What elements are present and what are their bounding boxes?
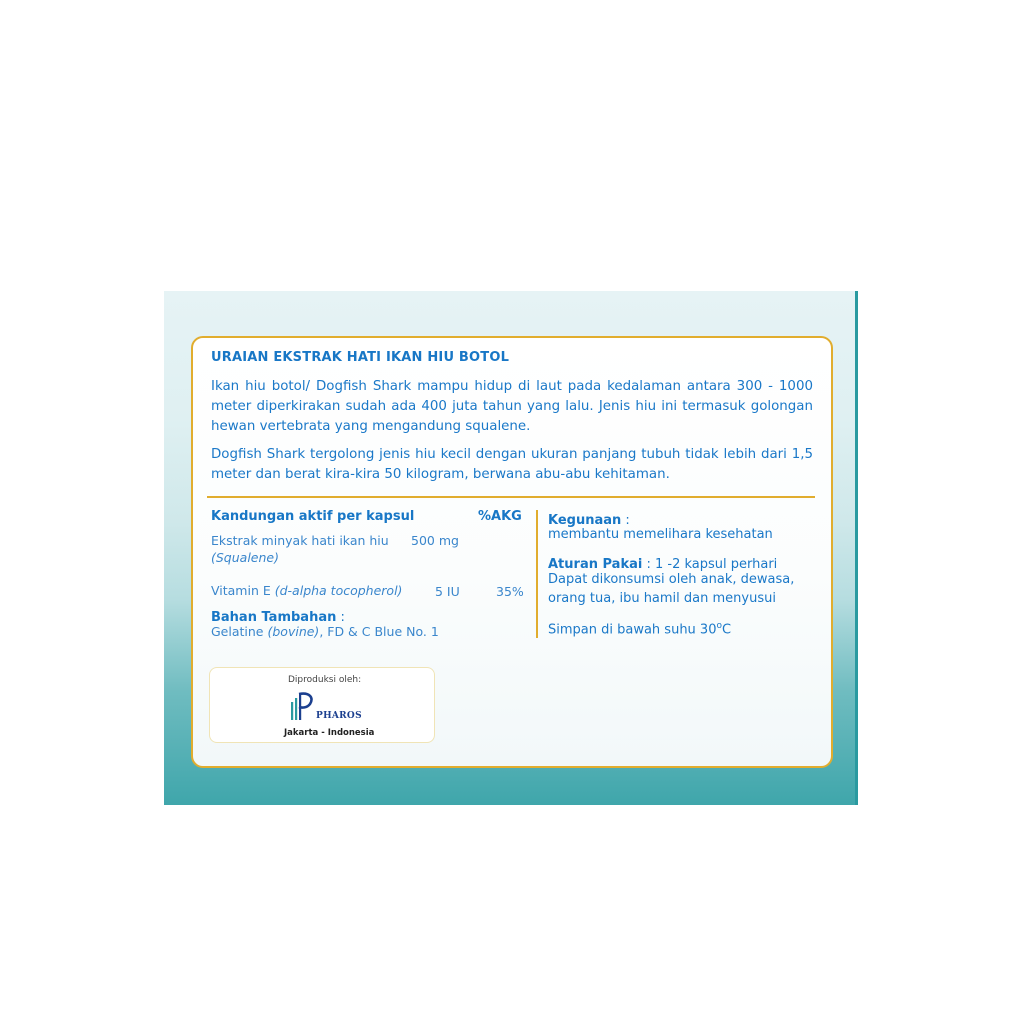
item2-amount: 5 IU: [435, 584, 460, 599]
additives-label: Bahan Tambahan: [211, 610, 337, 625]
brand-location: Jakarta - Indonesia: [284, 728, 375, 738]
item1-name: Ekstrak minyak hati ikan hiu: [211, 533, 389, 548]
kegunaan-colon: :: [621, 513, 630, 528]
additives-list: [211, 624, 439, 639]
item2-akg: 35%: [496, 584, 524, 599]
item2-name-plain: Vitamin E: [211, 583, 275, 598]
storage-text: Simpan di bawah suhu 30: [548, 622, 717, 638]
aturan-label: Aturan Pakai: [548, 557, 643, 572]
item2-name-italic: (d-alpha tocopherol): [274, 583, 403, 598]
kegunaan-heading: [548, 509, 630, 528]
item1-amount: 500 mg: [411, 533, 459, 548]
brand-name: PHAROS: [316, 711, 362, 721]
aturan-line-2: Dapat dikonsumsi oleh anak, dewasa,: [548, 572, 795, 587]
made-by-label: Diproduksi oleh:: [288, 675, 362, 685]
additives-part-a: Gelatine: [211, 624, 268, 639]
section-title: URAIAN EKSTRAK HATI IKAN HIU BOTOL: [211, 350, 510, 365]
additives-part-b: (bovine): [267, 624, 320, 639]
paragraph-size: Dogfish Shark tergolong jenis hiu kecil dengan ukuran panjang tubuh tidak lebih dari 1,5 meter dan berat kira-kira 50 kilogram, berwana abu-abu kehitaman.: [211, 447, 813, 482]
item2-name: [211, 583, 402, 598]
vertical-divider: [536, 510, 538, 638]
kegunaan-label: Kegunaan: [548, 513, 622, 528]
aturan-line-3: orang tua, ibu hamil dan menyusui: [548, 591, 776, 606]
additives-colon: :: [336, 610, 345, 625]
aturan-dose: : 1 -2 kapsul perhari: [642, 557, 778, 572]
panel-edge: [855, 291, 858, 805]
item1-subname: (Squalene): [211, 550, 279, 565]
horizontal-divider: [207, 496, 815, 498]
akg-header: %AKG: [478, 509, 522, 524]
additives-heading: [211, 606, 345, 625]
kegunaan-text: membantu memelihara kesehatan: [548, 527, 773, 542]
storage-unit: C: [721, 622, 732, 638]
composition-header: Kandungan aktif per kapsul: [211, 509, 415, 524]
paragraph-description: Ikan hiu botol/ Dogfish Shark mampu hidup di laut pada kedalaman antara 300 - 1000 meter diperkirakan sudah ada 400 juta tahun yang lalu. Jenis hiu ini termasuk golongan hewan vertebrata yang mengandung squalene.: [211, 379, 813, 434]
storage-instruction: [548, 621, 731, 637]
aturan-heading: [548, 553, 777, 572]
pharos-logo-icon: [288, 688, 316, 722]
additives-part-c: , FD & C Blue No. 1: [319, 624, 439, 639]
storage-degree: o: [716, 621, 722, 631]
